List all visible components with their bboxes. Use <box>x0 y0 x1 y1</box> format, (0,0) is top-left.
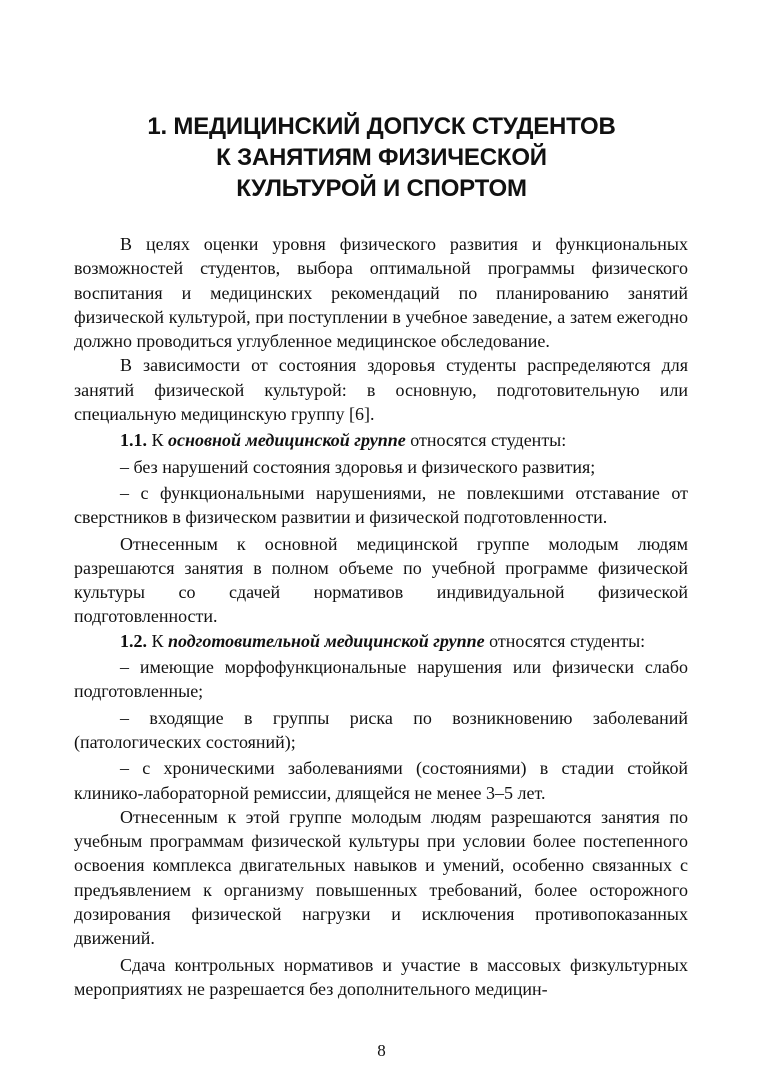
page-number: 8 <box>377 1041 386 1060</box>
paragraph-control-standards: Сдача контрольных нормативов и участие в массовых физкультурных мероприятиях не разрешается без дополнительного медицин- <box>74 954 688 999</box>
list-item: – с функциональными нарушениями, не повлекшими отставание от сверстников в физическом развитии и физической подготовленности. <box>74 482 688 528</box>
chapter-title-line-1: 1. МЕДИЦИНСКИЙ ДОПУСК СТУДЕНТОВ <box>147 113 616 140</box>
chapter-title-line-2: К ЗАНЯТИЯМ ФИЗИЧЕСКОЙ <box>216 144 547 171</box>
emphasis-preparatory-group: подготовительной медицинской группе <box>168 630 485 651</box>
section-number: 1.2. <box>120 630 147 651</box>
list-item: – имеющие морфофункциональные нарушения или физически слабо подготовленные; <box>74 657 688 702</box>
list-item: – с хроническими заболеваниями (состояниями) в стадии стойкой клинико-лабораторной ремиссии, длящейся не менее 3–5 лет. <box>74 758 688 803</box>
section-number: 1.1. <box>120 430 147 451</box>
paragraph-medical-exam: В целях оценки уровня физического развития и функциональных возможностей студентов, выбора оптимальной программы физического воспитания и медицинских рекомендаций по планированию занятий физической культурой, при поступлении в учебное заведение, а затем ежегодно должно проводиться углубленное медицинское обследование. <box>74 234 688 352</box>
paragraph-preparatory-group-heading <box>74 629 688 653</box>
list-item: – без нарушений состояния здоровья и физического развития; <box>120 456 596 477</box>
chapter-title <box>70 111 693 204</box>
text-fragment: К <box>147 630 169 651</box>
text-fragment: относятся студенты: <box>484 630 646 651</box>
paragraph-main-group-heading <box>74 428 688 452</box>
text-fragment: относятся студенты: <box>405 430 567 451</box>
emphasis-main-group: основной медицинской группе <box>168 430 406 451</box>
text-fragment: К <box>147 430 169 451</box>
paragraph-health-groups: В зависимости от состояния здоровья студенты распределяются для занятий физической культурой: в основную, подготовительную или специальную медицинскую группу [6]. <box>74 355 688 425</box>
list-item: – входящие в группы риска по возникновению заболеваний (патологических состояний); <box>74 707 688 752</box>
body-text <box>74 232 688 1001</box>
paragraph-main-group-permissions: Отнесенным к основной медицинской группе молодым людям разрешаются занятия в полном объеме по учебной программе физической культуры со сдачей нормативов индивидуальной физической подготовленности. <box>74 533 688 627</box>
paragraph-preparatory-group-permissions: Отнесенным к этой группе молодым людям разрешаются занятия по учебным программам физической культуры при условии более постепенного освоения комплекса двигательных навыков и умений, особенно связанных с предъявлением к организму повышенных требований, более осторожного дозирования физической нагрузки и исключения противопоказанных движений. <box>74 806 688 949</box>
chapter-title-line-3: КУЛЬТУРОЙ И СПОРТОМ <box>236 175 527 202</box>
